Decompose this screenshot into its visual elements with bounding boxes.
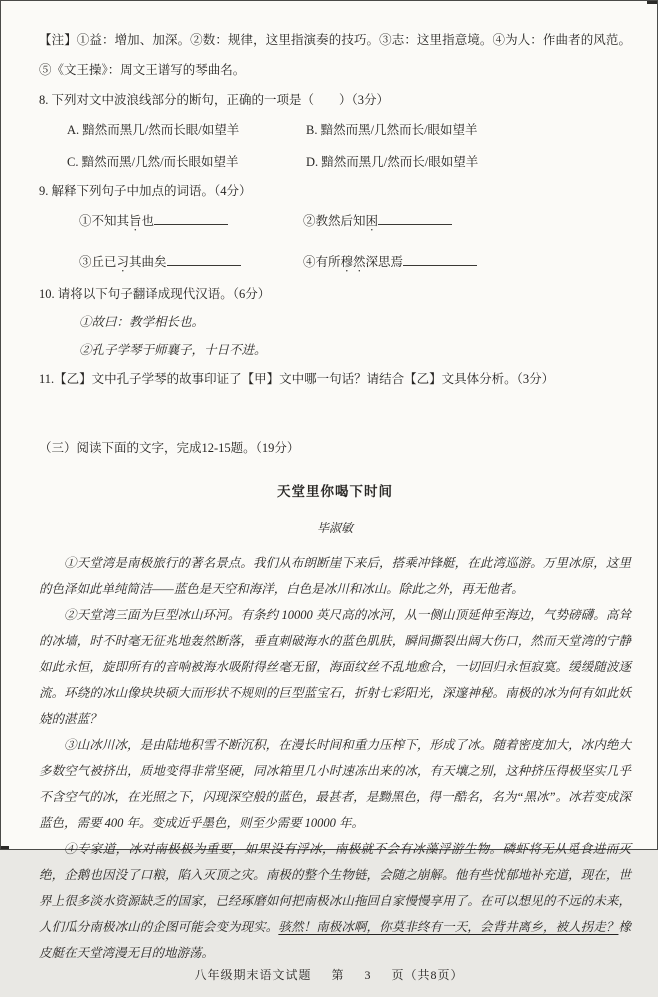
article-paragraph-4 [39,836,631,966]
q10-sentence-2: ②孔子学琴于师襄子，十日不进。 [79,343,267,357]
q9-item-3-dotted-word: 习 [116,255,130,269]
question-10-stem: 10. 请将以下句子翻译成现代汉语。（6分） [39,287,271,301]
section-3-header: （三）阅读下面的文字，完成12-15题。（19分） [39,441,300,455]
scan-corner-mark [1,846,9,849]
option-a-text: 黯然而黑几/然而长眼/如望羊 [82,123,240,137]
question-11-stem: 11.【乙】文中孔子学琴的故事印证了【甲】文中哪一句话？请结合【乙】文具体分析。（3分） [39,372,555,386]
underlined-sentence: 骇然！南极冰啊，你莫非终有一天，会背井离乡，被人拐走？ [278,920,619,934]
option-b [306,116,631,144]
option-b-text: 黯然而黑/几然而长/眼如望羊 [320,123,478,137]
option-b-label: B. [306,123,318,137]
article-paragraph-3: ③山冰川冰，是由陆地积雪不断沉积，在漫长时间和重力压榨下，形成了冰。随着密度加大，冰内绝大多数空气被挤出，质地变得非常坚硬，同冰箱里几小时速冻出来的冰，有天壤之别，这种挤压得极坚实几乎不含空气的冰，在光照之下，闪现深空般的蓝色，最甚者，是黝黑色，得一酷名，名为“黑冰”。冰若变成深蓝色，需要 400 年。变成近乎墨色，则至少需要 10000 年。 [39,738,631,830]
footer-page-word-pre: 第 [331,968,345,982]
question-9-stem: 9. 解释下列句子中加点的词语。（4分） [39,184,252,198]
option-c [67,148,292,176]
article-title: 天堂里你喝下时间 [277,484,393,499]
q9-item-1-dotted-word: 旨 [129,214,142,228]
q9-item-2-dotted-word: 困 [365,214,379,228]
q9-item-3-pre: ③丘已 [79,255,117,269]
paragraph-4-text: ④专家道，冰对南极极为重要，如果没有浮冰，南极就不会有冰藻浮游生物。磷虾将无从觅食进而灭绝，企鹅也因没了口粮，陷入灭顶之灾。南极的整个生物链，会随之崩解。他有些忧郁地补充道，现在，世界上很多淡水资源缺乏的国家，已经琢磨如何把南极冰山拖回自家慢慢享用了。在可以想见的不远的未来，人们瓜分南极冰山的企图可能会变为现实。 [39,842,631,934]
footer-page-word-post: 页（共8页） [391,968,464,982]
q10-sentence-1: ①故曰：教学相长也。 [79,315,205,329]
question-8-options [67,116,631,176]
answer-blank [378,212,452,225]
answer-blank [403,253,477,266]
q9-item-3-post: 其曲矣 [129,255,167,269]
q9-item-1-pre: ①不知其 [79,214,130,228]
option-c-label: C. [67,155,79,169]
option-a-label: A. [67,123,80,137]
question-9-items [79,209,631,275]
question-8-stem: 8. 下列对文中波浪线部分的断句，正确的一项是（ ）（3分） [39,93,390,107]
article-author: 毕淑敏 [316,521,353,535]
q9-item-2 [303,209,631,234]
article-body [39,550,631,966]
paragraph-4-tail: 橡皮艇在天堂湾漫无目的地游荡。 [39,920,631,960]
page-footer [1,966,657,997]
q9-item-2-pre: ②教然后知 [303,214,366,228]
scan-corner-mark [647,1,657,4]
q9-item-3 [79,250,291,275]
footer-exam-title: 八年级期末语文试题 [194,968,312,982]
option-d [306,148,631,176]
option-d-label: D. [306,155,319,169]
option-a [67,116,292,144]
page-content [1,1,657,966]
q9-item-4 [303,250,631,275]
q9-item-1-post: 也 [141,214,155,228]
footnote-block: 【注】①益：增加、加深。②数：规律，这里指演奏的技巧。③志：这里指意境。④为人：作曲者的风范。⑤《文王操》：周文王谱写的琴曲名。 [39,33,631,77]
q9-item-4-dotted-word: 穆然 [340,255,366,269]
article-paragraph-1: ①天堂湾是南极旅行的著名景点。我们从布朗断崖下来后，搭乘冲锋艇，在此湾巡游。万里冰原，这里的色泽如此单纯简洁——蓝色是天空和海洋，白色是冰川和冰山。除此之外，再无他者。 [39,556,631,596]
answer-blank [167,253,241,266]
option-d-text: 黯然而黑几/然而长/眼如望羊 [321,155,479,169]
option-c-text: 黯然而黑/几然/而长眼如望羊 [81,155,239,169]
answer-blank [154,212,228,225]
footer-page-number: 3 [364,968,372,982]
q9-item-4-pre: ④有所 [303,255,341,269]
q9-item-4-post: 深思焉 [365,255,404,269]
article-paragraph-2: ②天堂湾三面为巨型冰山环河。有条约 10000 英尺高的冰河，从一侧山顶延伸至海边，气势磅礴。高耸的冰墙，时不时毫无征兆地轰然断落，垂直刺破海水的蓝色肌肤，瞬间撕裂出阔大伤口，然而天堂湾的宁静如此永恒，旋即所有的音响被海水吸附得丝毫无留，海面纹丝不乱地愈合，一切回归永恒寂寞。缓缓随波逐流。环绕的冰山像块块硕大而形状不规则的巨型蓝宝石，折射七彩阳光，深邃神秘。南极的冰为何有如此妖娆的湛蓝？ [39,608,631,726]
q9-item-1 [79,209,291,234]
